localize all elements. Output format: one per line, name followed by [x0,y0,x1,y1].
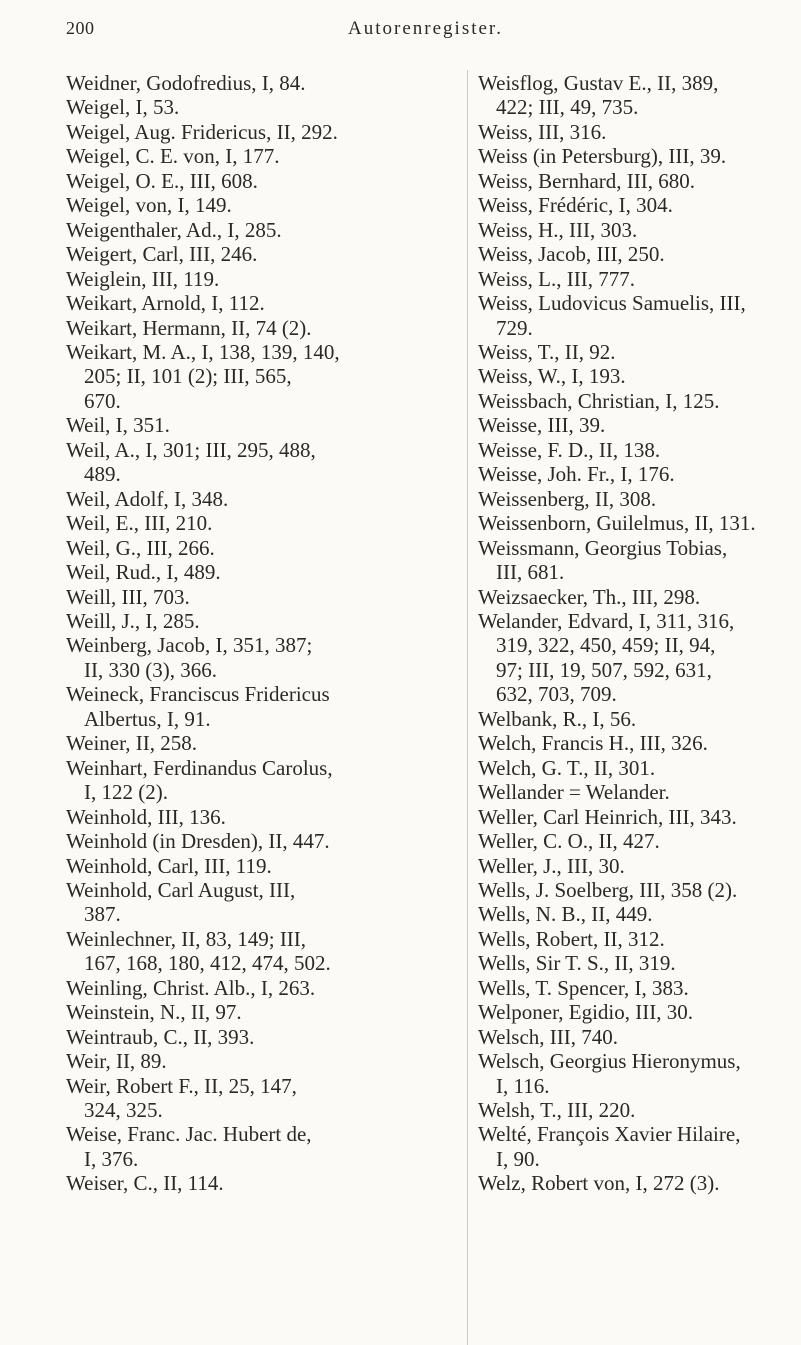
index-entry-continuation: 205; II, 101 (2); III, 565, [84,364,292,389]
index-entry [66,291,454,315]
index-entry [66,1000,454,1024]
index-entry-text: Weill, J., I, 285. [66,608,200,633]
index-entry-text: Weiser, C., II, 114. [66,1171,224,1196]
index-entry [478,878,798,902]
index-entry-continuation: 489. [84,462,121,487]
index-entry-text: Welz, Robert von, I, 272 (3). [478,1171,720,1196]
index-entry-continuation: I, 90. [496,1146,540,1171]
index-entry [478,1049,798,1098]
index-entry [66,438,454,487]
index-entry [478,731,798,755]
index-entry [478,340,798,364]
index-entry [66,267,454,291]
index-entry [66,413,454,437]
index-entry [478,585,798,609]
index-entry-continuation: 97; III, 19, 507, 592, 631, [496,657,712,682]
index-entry-text: Weill, III, 703. [66,584,190,609]
index-entry-continuation: 319, 322, 450, 459; II, 94, [496,633,716,658]
index-entry [478,291,798,340]
index-entry-text: Weiglein, III, 119. [66,266,220,291]
index-entry-text: Wellander = Welander. [478,780,670,805]
index-entry [66,340,454,413]
index-entry-text: Weinhold, III, 136. [66,804,226,829]
index-entry [478,487,798,511]
index-entry [478,1098,798,1122]
index-entry-text: Weiss, Ludovicus Samuelis, III, [478,291,746,316]
index-entry-text: Weiss (in Petersburg), III, 39. [478,144,727,169]
index-entry-continuation: 632, 703, 709. [496,682,617,707]
index-entry-text: Weiss, L., III, 777. [478,266,635,291]
index-entry [478,144,798,168]
index-entry [66,1025,454,1049]
index-entry-text: Weller, C. O., II, 427. [478,829,660,854]
index-entry-continuation: III, 681. [496,560,565,585]
index-entry [478,536,798,585]
index-entry [478,951,798,975]
index-entry-text: Weller, J., III, 30. [478,853,625,878]
index-entry-text: Weintraub, C., II, 393. [66,1024,255,1049]
index-entry [478,854,798,878]
index-entry-text: Weir, II, 89. [66,1049,167,1074]
index-entry [478,1171,798,1195]
index-entry [66,805,454,829]
index-entry-text: Weigenthaler, Ad., I, 285. [66,217,282,242]
index-entry [66,95,454,119]
index-entry [478,242,798,266]
running-head: Autorenregister. [348,18,503,39]
index-entry-text: Wells, T. Spencer, I, 383. [478,975,689,1000]
index-entry [66,1122,454,1171]
index-entry-continuation: 167, 168, 180, 412, 474, 502. [84,951,331,976]
index-entry [66,927,454,976]
index-entry [66,242,454,266]
index-entry-text: Weidner, Godofredius, I, 84. [66,71,306,95]
index-entry [478,389,798,413]
index-entry [478,120,798,144]
index-entry-text: Weller, Carl Heinrich, III, 343. [478,804,737,829]
index-entry [66,756,454,805]
index-entry-text: Weineck, Franciscus Fridericus [66,682,330,707]
index-entry-text: Weil, G., III, 266. [66,535,215,560]
index-entry-text: Weiss, Jacob, III, 250. [478,242,665,267]
index-entry [478,71,798,120]
index-entry-text: Weil, A., I, 301; III, 295, 488, [66,437,316,462]
index-entry-text: Weise, Franc. Jac. Hubert de, [66,1122,312,1147]
index-entry [478,438,798,462]
index-entry [478,511,798,535]
index-entry [66,1049,454,1073]
index-entry-text: Weir, Robert F., II, 25, 147, [66,1073,297,1098]
index-entry-text: Weigel, O. E., III, 608. [66,168,258,193]
index-entry [66,682,454,731]
index-entry-text: Welponer, Egidio, III, 30. [478,1000,693,1025]
index-entry-text: Weil, Rud., I, 489. [66,560,221,585]
index-entry [66,511,454,535]
index-entry [66,193,454,217]
index-entry-text: Weikart, Hermann, II, 74 (2). [66,315,312,340]
index-entry-text: Welté, François Xavier Hilaire, [478,1122,741,1147]
index-entry-text: Weinhart, Ferdinandus Carolus, [66,755,333,780]
index-entry-continuation: 729. [496,315,533,340]
index-entry-text: Weil, Adolf, I, 348. [66,486,229,511]
index-entry [66,487,454,511]
index-entry-text: Wells, N. B., II, 449. [478,902,653,927]
index-entry-text: Weinstein, N., II, 97. [66,1000,242,1025]
index-entry-text: Weiner, II, 258. [66,731,198,756]
index-entry [478,1000,798,1024]
index-entry-text: Welsch, Georgius Hieronymus, [478,1049,741,1074]
index-entry [478,756,798,780]
index-entry [66,536,454,560]
index-entry [478,707,798,731]
page-number: 200 [66,18,95,38]
index-entry-text: Welbank, R., I, 56. [478,706,637,731]
index-entry [66,560,454,584]
index-entry [478,927,798,951]
index-entry-text: Weissbach, Christian, I, 125. [478,388,720,413]
index-entry-text: Weigel, von, I, 149. [66,193,232,218]
index-entry-continuation: Albertus, I, 91. [84,706,211,731]
index-column-left [66,71,454,1196]
index-entry [478,462,798,486]
index-entry [66,169,454,193]
index-entry [66,609,454,633]
index-entry-text: Weigel, C. E. von, I, 177. [66,144,280,169]
index-entry [478,169,798,193]
index-entry-continuation: 422; III, 49, 735. [496,95,639,120]
index-column-right [478,71,798,1196]
index-entry-text: Welsch, III, 740. [478,1024,619,1049]
index-entry [478,609,798,707]
index-entry-continuation: I, 376. [84,1146,139,1171]
index-entry [66,144,454,168]
index-entry-text: Weinling, Christ. Alb., I, 263. [66,975,316,1000]
index-entry-text: Weisflog, Gustav E., II, 389, [478,71,719,95]
index-entry-text: Weizsaecker, Th., III, 298. [478,584,701,609]
index-entry [478,218,798,242]
index-entry-text: Welch, G. T., II, 301. [478,755,656,780]
index-entry-text: Weissenborn, Guilelmus, II, 131. [478,511,756,536]
index-entry-continuation: I, 122 (2). [84,780,168,805]
index-entry-text: Weikart, Arnold, I, 112. [66,291,265,316]
index-entry-text: Welander, Edvard, I, 311, 316, [478,608,735,633]
index-entry-text: Weinhold (in Dresden), II, 447. [66,829,330,854]
index-entry [66,218,454,242]
index-entry-text: Weiss, III, 316. [478,119,607,144]
index-entry [66,976,454,1000]
index-entry-text: Welsh, T., III, 220. [478,1098,636,1123]
index-entry-text: Weissmann, Georgius Tobias, [478,535,728,560]
index-entry [66,1171,454,1195]
index-entry-text: Weil, E., III, 210. [66,511,213,536]
index-entry-text: Weiss, T., II, 92. [478,339,616,364]
index-entry-text: Weinberg, Jacob, I, 351, 387; [66,633,313,658]
index-entry-text: Weiss, H., III, 303. [478,217,638,242]
index-entry-text: Weikart, M. A., I, 138, 139, 140, [66,339,340,364]
index-entry [66,829,454,853]
index-entry [66,1074,454,1123]
index-entry [478,976,798,1000]
index-entry [478,193,798,217]
index-entry [478,364,798,388]
index-entry-text: Wells, J. Soelberg, III, 358 (2). [478,877,738,902]
column-divider [467,70,468,1345]
index-entry [66,71,454,95]
index-entry [66,316,454,340]
index-entry-text: Weinhold, Carl August, III, [66,877,296,902]
index-entry-continuation: 670. [84,388,121,413]
index-entry-text: Wells, Sir T. S., II, 319. [478,951,676,976]
index-entry-text: Weigert, Carl, III, 246. [66,242,258,267]
index-entry [66,878,454,927]
index-entry [478,805,798,829]
index-entry [66,120,454,144]
index-entry-continuation: 324, 325. [84,1098,163,1123]
index-entry-text: Weiss, Bernhard, III, 680. [478,168,696,193]
index-entry [478,413,798,437]
index-entry [478,1025,798,1049]
index-entry [478,829,798,853]
index-entry-text: Weinlechner, II, 83, 149; III, [66,926,307,951]
index-entry [66,854,454,878]
index-entry-text: Weinhold, Carl, III, 119. [66,853,272,878]
index-entry [66,731,454,755]
index-entry-text: Weisse, F. D., II, 138. [478,437,661,462]
index-entry [478,1122,798,1171]
index-entry-continuation: 387. [84,902,121,927]
index-entry-text: Weil, I, 351. [66,413,170,438]
index-entry-text: Welch, Francis H., III, 326. [478,731,708,756]
index-entry-continuation: I, 116. [496,1073,550,1098]
index-entry-text: Wells, Robert, II, 312. [478,926,665,951]
index-entry [478,902,798,926]
index-entry-text: Weiss, W., I, 193. [478,364,626,389]
index-entry [66,633,454,682]
index-entry [478,780,798,804]
index-entry [478,267,798,291]
index-entry-text: Weissenberg, II, 308. [478,486,657,511]
index-entry-text: Weisse, Joh. Fr., I, 176. [478,462,675,487]
index-entry [66,585,454,609]
index-entry-text: Weiss, Frédéric, I, 304. [478,193,673,218]
index-entry-text: Weigel, I, 53. [66,95,180,120]
index-entry-continuation: II, 330 (3), 366. [84,657,217,682]
index-entry-text: Weisse, III, 39. [478,413,606,438]
index-entry-text: Weigel, Aug. Fridericus, II, 292. [66,119,338,144]
